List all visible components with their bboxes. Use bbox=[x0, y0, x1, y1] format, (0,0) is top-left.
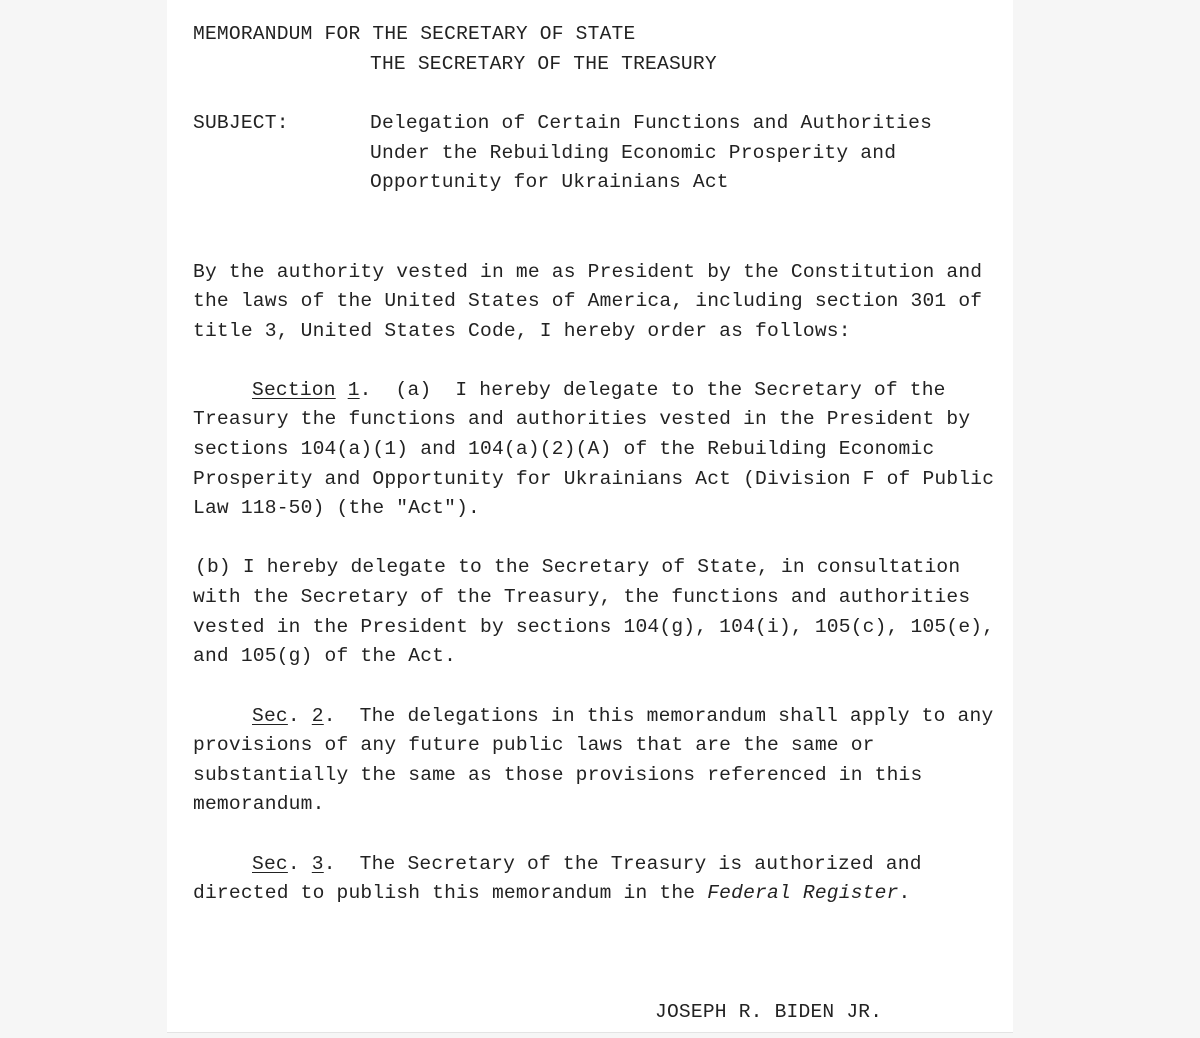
section-3-line-2-suffix: . bbox=[898, 882, 911, 904]
section-1-heading-line: Section 1. (a) I hereby delegate to the Secretary of the bbox=[252, 379, 946, 401]
section-2-first-line: The delegations in this memorandum shall apply to any bbox=[359, 705, 994, 727]
federal-register-title: Federal Register bbox=[707, 882, 899, 904]
section-1-line-2: Treasury the functions and authorities vested in the President by bbox=[193, 408, 971, 430]
memo-for-label: MEMORANDUM FOR bbox=[193, 23, 361, 45]
section-3-label: Sec bbox=[252, 853, 288, 875]
section-3-first-line: The Secretary of the Treasury is authorized and bbox=[359, 853, 922, 875]
section-1-line-4: Prosperity and Opportunity for Ukrainians Act (Division F of Public bbox=[193, 468, 995, 490]
section-1b-line-3: vested in the President by sections 104(g), 104(i), 105(c), 105(e), bbox=[193, 616, 995, 638]
section-1-number: 1 bbox=[347, 379, 360, 401]
recipient-2: THE SECRETARY OF THE TREASURY bbox=[370, 53, 717, 75]
subject-line-1: Delegation of Certain Functions and Authorities bbox=[370, 112, 933, 134]
section-3-line-2 bbox=[193, 879, 911, 909]
section-1b-line-4: and 105(g) of the Act. bbox=[193, 645, 457, 667]
section-2-line-3: substantially the same as those provisions referenced in this bbox=[193, 764, 923, 786]
section-2-number: 2 bbox=[311, 705, 324, 727]
section-1b-line-2: with the Secretary of the Treasury, the functions and authorities bbox=[193, 586, 971, 608]
section-2-line-2: provisions of any future public laws that are the same or bbox=[193, 734, 875, 756]
section-1-first-line: (a) I hereby delegate to the Secretary of the bbox=[395, 379, 946, 401]
section-2-line-4: memorandum. bbox=[193, 793, 325, 815]
preamble-line-3: title 3, United States Code, I hereby order as follows: bbox=[193, 320, 851, 342]
signature: JOSEPH R. BIDEN JR. bbox=[655, 1001, 883, 1023]
subject-label: SUBJECT: bbox=[193, 112, 289, 134]
section-1-label: Section bbox=[252, 379, 336, 401]
section-3-line-2-prefix: directed to publish this memorandum in the bbox=[193, 882, 708, 904]
section-3-heading-line: Sec. 3. The Secretary of the Treasury is authorized and bbox=[252, 853, 922, 875]
section-1b-line-1: (b) I hereby delegate to the Secretary of State, in consultation bbox=[195, 556, 961, 578]
recipient-1: THE SECRETARY OF STATE bbox=[372, 23, 636, 45]
section-2-heading-line: Sec. 2. The delegations in this memorandum shall apply to any bbox=[252, 705, 994, 727]
subject-line-2: Under the Rebuilding Economic Prosperity and bbox=[370, 142, 897, 164]
section-2-label: Sec bbox=[252, 705, 288, 727]
section-1-line-3: sections 104(a)(1) and 104(a)(2)(A) of the Rebuilding Economic bbox=[193, 438, 935, 460]
section-1-line-5: Law 118-50) (the "Act"). bbox=[193, 497, 480, 519]
preamble-line-2: the laws of the United States of America, including section 301 of bbox=[193, 290, 983, 312]
subject-line-3: Opportunity for Ukrainians Act bbox=[370, 171, 729, 193]
memo-for-line bbox=[193, 20, 635, 50]
preamble-line-1: By the authority vested in me as President by the Constitution and bbox=[193, 261, 983, 283]
section-3-number: 3 bbox=[311, 853, 324, 875]
